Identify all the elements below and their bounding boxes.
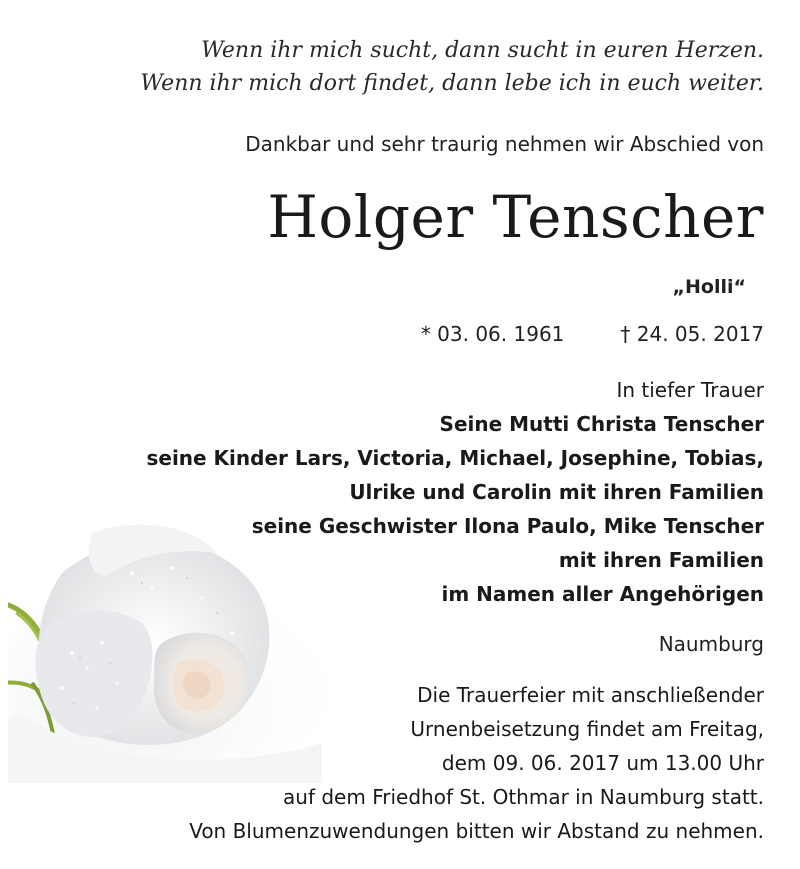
service-line: dem 09. 06. 2017 um 13.00 Uhr (441, 751, 764, 775)
deceased-name: Holger Tenscher (267, 183, 764, 251)
birth-date: * 03. 06. 1961 (420, 322, 565, 346)
mourner-line: seine Kinder Lars, Victoria, Michael, Josephine, Tobias, (146, 446, 764, 470)
life-dates (421, 322, 764, 346)
quote (140, 34, 764, 100)
place: Naumburg (658, 632, 764, 656)
mourner-line: im Namen aller Angehörigen (441, 582, 764, 606)
mourner-line: Ulrike und Carolin mit ihren Familien (349, 480, 764, 504)
mourners-block (146, 373, 764, 611)
mourner-line: Seine Mutti Christa Tenscher (439, 412, 764, 436)
obituary-notice (8, 8, 792, 861)
death-date: † 24. 05. 2017 (620, 322, 764, 346)
mourning-intro: In tiefer Trauer (616, 378, 764, 402)
quote-line: Wenn ihr mich sucht, dann sucht in euren Herzen. (201, 38, 764, 63)
mourner-line: mit ihren Familien (558, 548, 764, 572)
quote-line: Wenn ihr mich dort findet, dann lebe ich in euch weiter. (140, 71, 764, 96)
service-line: Urnenbeisetzung findet am Freitag, (410, 717, 764, 741)
service-line: auf dem Friedhof St. Othmar in Naumburg statt. (283, 785, 764, 809)
service-line: Von Blumenzuwendungen bitten wir Abstand zu nehmen. (189, 819, 764, 843)
service-line: Die Trauerfeier mit anschließender (417, 683, 764, 707)
mourner-line: seine Geschwister Ilona Paulo, Mike Tenscher (251, 514, 764, 538)
service-info (189, 678, 764, 848)
intro-text: Dankbar und sehr traurig nehmen wir Abschied von (245, 132, 764, 156)
nickname: „Holli“ (672, 276, 746, 298)
